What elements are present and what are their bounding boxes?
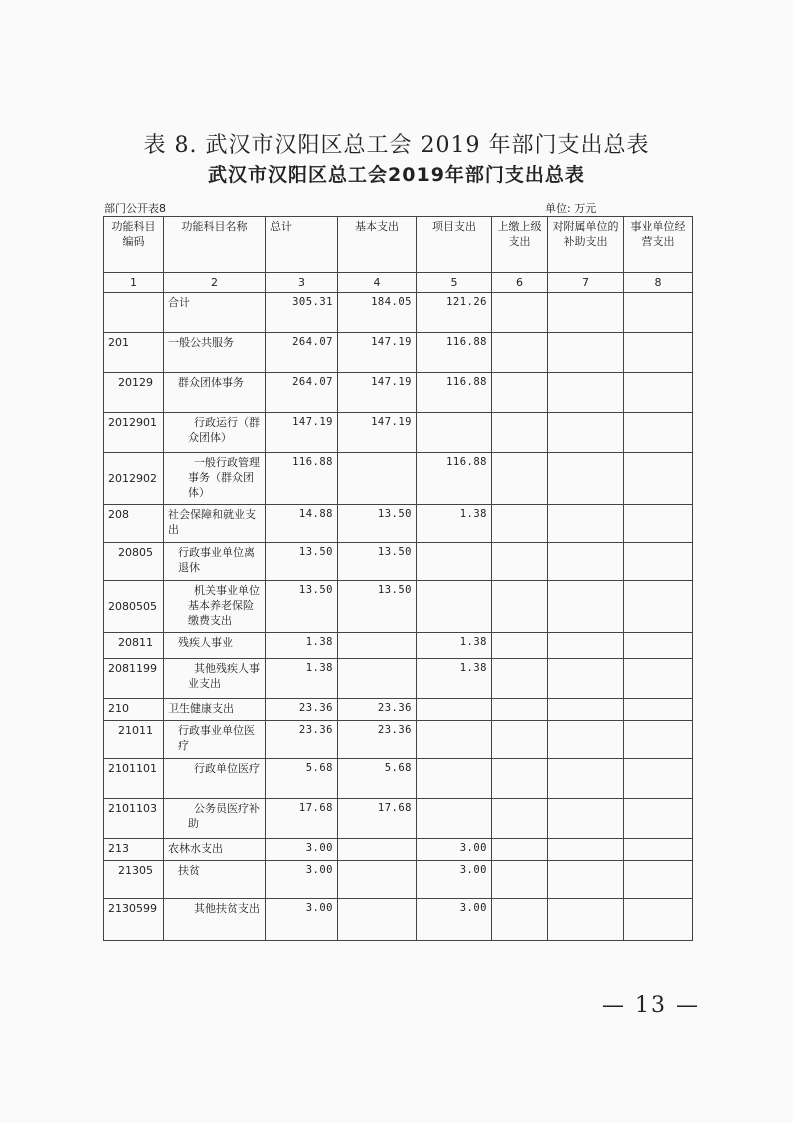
index-cell: 1 [104,273,164,293]
row-basic: 23.36 [338,699,417,721]
row-code: 213 [104,839,164,861]
index-cell: 7 [548,273,624,293]
row-project: 116.88 [417,373,492,413]
index-cell: 4 [338,273,417,293]
row-name: 卫生健康支出 [164,699,266,721]
row-upper [492,293,548,333]
row-code: 21305 [104,861,164,899]
row-name: 其他残疾人事业支出 [164,659,266,699]
row-project [417,413,492,453]
row-upper [492,373,548,413]
row-business [624,293,693,333]
row-subsidy [548,899,624,941]
table-row [104,699,693,721]
row-subsidy [548,505,624,543]
row-name: 机关事业单位基本养老保险缴费支出 [164,581,266,633]
row-upper [492,543,548,581]
index-cell: 8 [624,273,693,293]
row-subsidy [548,333,624,373]
row-project: 1.38 [417,659,492,699]
table-row [104,899,693,941]
row-name: 行政事业单位医疗 [164,721,266,759]
row-name: 行政运行（群众团体） [164,413,266,453]
row-total: 17.68 [266,799,338,839]
unit-label: 单位: 万元 [545,202,597,215]
row-total: 264.07 [266,333,338,373]
row-business [624,861,693,899]
row-name: 一般行政管理事务（群众团体） [164,453,266,505]
row-code: 201 [104,333,164,373]
row-upper [492,839,548,861]
row-subsidy [548,839,624,861]
row-business [624,699,693,721]
row-basic: 147.19 [338,373,417,413]
row-total: 1.38 [266,659,338,699]
table-row [104,453,693,505]
row-name: 群众团体事务 [164,373,266,413]
table-row [104,373,693,413]
row-code: 2081199 [104,659,164,699]
row-project [417,721,492,759]
table-row [104,581,693,633]
row-total: 1.38 [266,633,338,659]
row-basic: 5.68 [338,759,417,799]
row-upper [492,699,548,721]
row-basic [338,839,417,861]
row-name: 行政事业单位离退休 [164,543,266,581]
table-row [104,721,693,759]
row-project: 116.88 [417,333,492,373]
row-total: 116.88 [266,453,338,505]
row-basic [338,861,417,899]
index-row [104,273,693,293]
table-id: 部门公开表8 [104,202,166,215]
row-basic: 13.50 [338,505,417,543]
row-business [624,899,693,941]
row-code: 20129 [104,373,164,413]
row-subsidy [548,633,624,659]
row-upper [492,333,548,373]
header-subsidy: 对附属单位的补助支出 [548,217,624,273]
row-basic: 17.68 [338,799,417,839]
row-upper [492,581,548,633]
row-basic: 13.50 [338,581,417,633]
table-row [104,505,693,543]
row-total: 264.07 [266,373,338,413]
row-subsidy [548,543,624,581]
row-upper [492,759,548,799]
table-row [104,799,693,839]
index-cell: 2 [164,273,266,293]
row-code: 210 [104,699,164,721]
row-code [104,293,164,333]
table-row [104,759,693,799]
row-code: 21011 [104,721,164,759]
row-project: 3.00 [417,899,492,941]
row-name: 其他扶贫支出 [164,899,266,941]
row-basic: 147.19 [338,333,417,373]
row-project: 3.00 [417,861,492,899]
row-basic: 13.50 [338,543,417,581]
row-subsidy [548,581,624,633]
row-project [417,799,492,839]
row-basic: 147.19 [338,413,417,453]
index-cell: 6 [492,273,548,293]
row-business [624,453,693,505]
row-project: 121.26 [417,293,492,333]
row-subsidy [548,721,624,759]
index-cell: 3 [266,273,338,293]
row-business [624,333,693,373]
row-business [624,759,693,799]
header-code: 功能科目编码 [104,217,164,273]
row-project [417,543,492,581]
page-number: — 13 — [602,993,700,1018]
row-project [417,699,492,721]
row-basic [338,633,417,659]
row-code: 2101101 [104,759,164,799]
row-basic [338,453,417,505]
row-business [624,505,693,543]
row-subsidy [548,699,624,721]
row-upper [492,721,548,759]
row-code: 2012902 [104,453,164,505]
row-business [624,373,693,413]
table-row [104,839,693,861]
row-total: 5.68 [266,759,338,799]
header-total: 总计 [266,217,338,273]
table-row [104,861,693,899]
header-name: 功能科目名称 [164,217,266,273]
row-basic: 23.36 [338,721,417,759]
header-business: 事业单位经营支出 [624,217,693,273]
row-upper [492,861,548,899]
row-name: 农林水支出 [164,839,266,861]
table-row [104,633,693,659]
row-total: 147.19 [266,413,338,453]
row-code: 20805 [104,543,164,581]
row-subsidy [548,413,624,453]
row-project [417,581,492,633]
row-total: 23.36 [266,699,338,721]
row-subsidy [548,659,624,699]
document-title: 表 8. 武汉市汉阳区总工会 2019 年部门支出总表 [143,133,650,158]
row-upper [492,899,548,941]
row-project: 1.38 [417,505,492,543]
row-total: 305.31 [266,293,338,333]
row-code: 2080505 [104,581,164,633]
row-upper [492,453,548,505]
row-total: 3.00 [266,839,338,861]
row-total: 13.50 [266,581,338,633]
row-name: 社会保障和就业支出 [164,505,266,543]
row-business [624,799,693,839]
row-name: 行政单位医疗 [164,759,266,799]
row-total: 23.36 [266,721,338,759]
row-project [417,759,492,799]
row-upper [492,505,548,543]
row-name: 一般公共服务 [164,333,266,373]
table-row [104,543,693,581]
row-subsidy [548,759,624,799]
table-row [104,333,693,373]
row-basic [338,899,417,941]
expense-table [103,216,693,941]
row-subsidy [548,861,624,899]
row-code: 2012901 [104,413,164,453]
row-subsidy [548,373,624,413]
row-subsidy [548,293,624,333]
row-name: 公务员医疗补助 [164,799,266,839]
row-subsidy [548,453,624,505]
row-code: 20811 [104,633,164,659]
row-business [624,633,693,659]
row-upper [492,659,548,699]
row-upper [492,799,548,839]
row-business [624,839,693,861]
table-row [104,293,693,333]
row-subsidy [548,799,624,839]
row-basic: 184.05 [338,293,417,333]
row-business [624,721,693,759]
table-row [104,413,693,453]
header-row [104,217,693,273]
row-upper [492,633,548,659]
index-cell: 5 [417,273,492,293]
row-basic [338,659,417,699]
row-name: 扶贫 [164,861,266,899]
row-total: 3.00 [266,899,338,941]
row-code: 208 [104,505,164,543]
header-basic: 基本支出 [338,217,417,273]
table-title: 武汉市汉阳区总工会2019年部门支出总表 [208,164,585,186]
row-business [624,581,693,633]
row-project: 1.38 [417,633,492,659]
row-business [624,543,693,581]
row-code: 2130599 [104,899,164,941]
row-business [624,659,693,699]
header-project: 项目支出 [417,217,492,273]
row-project: 116.88 [417,453,492,505]
row-name: 合计 [164,293,266,333]
header-upper: 上缴上级支出 [492,217,548,273]
row-code: 2101103 [104,799,164,839]
row-total: 3.00 [266,861,338,899]
row-total: 14.88 [266,505,338,543]
table-row [104,659,693,699]
row-total: 13.50 [266,543,338,581]
row-upper [492,413,548,453]
row-business [624,413,693,453]
row-name: 残疾人事业 [164,633,266,659]
row-project: 3.00 [417,839,492,861]
